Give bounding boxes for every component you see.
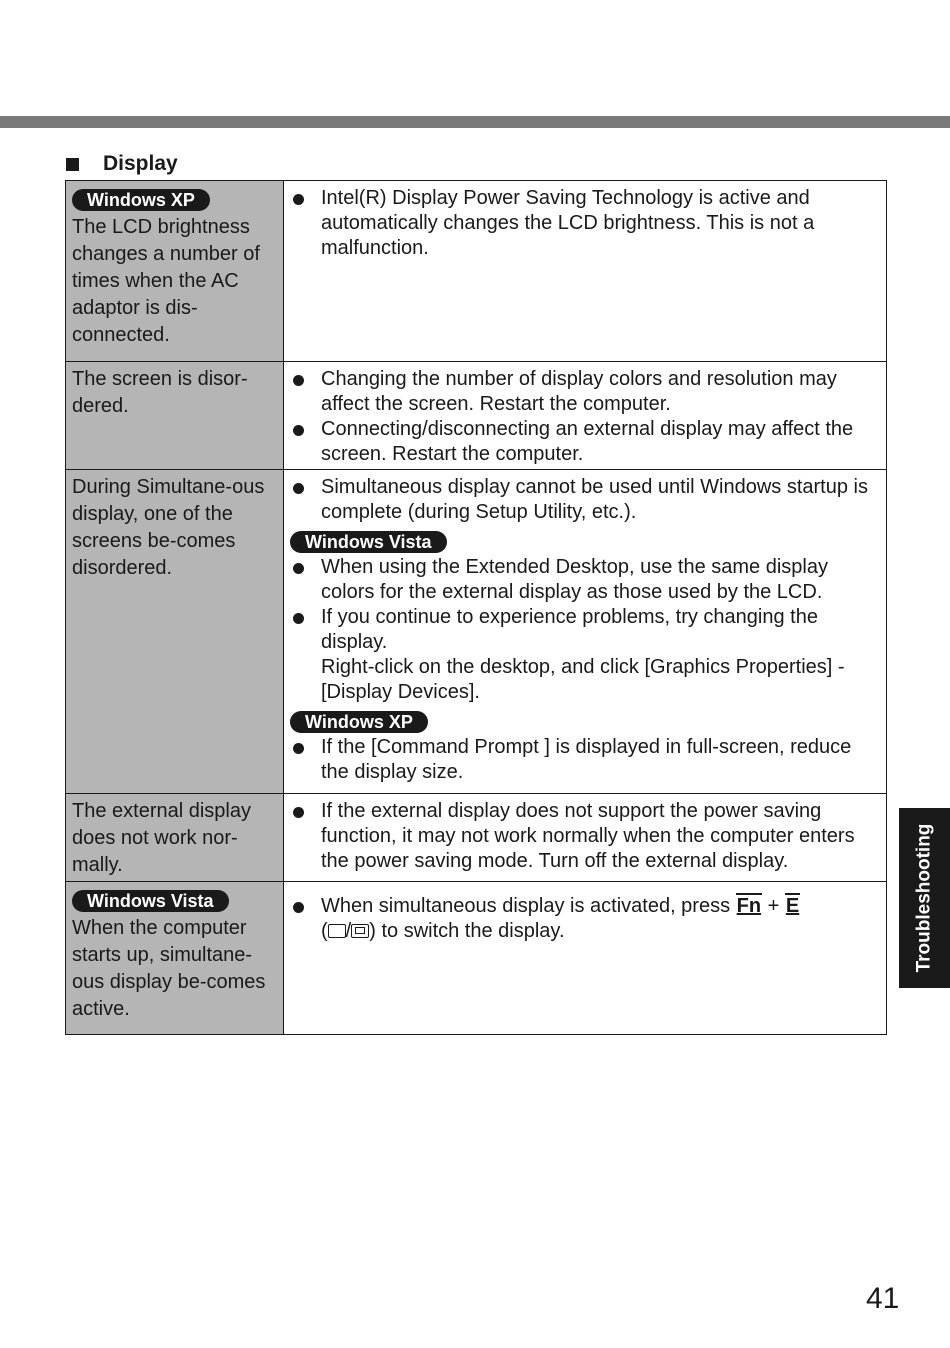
solution-item: Connecting/disconnecting an external display may affect the screen. Restart the computer. <box>290 417 878 467</box>
side-tab-label: Troubleshooting <box>913 823 935 973</box>
e-key: E <box>785 895 800 917</box>
single-display-icon <box>328 924 346 938</box>
paren-open: ( <box>321 920 328 942</box>
solution-item: Intel(R) Display Power Saving Technology is active and automatically changes the LCD brightness. This is not a malfunction. <box>290 186 878 261</box>
solution-item <box>290 605 878 705</box>
problem-cell <box>66 470 284 794</box>
solution-list <box>290 367 878 467</box>
solution-cell <box>284 794 887 882</box>
solution-item-text: ) to switch the display. <box>369 920 565 942</box>
os-badge: Windows XP <box>290 711 428 733</box>
solution-cell <box>284 882 887 1035</box>
square-bullet-icon <box>66 158 79 171</box>
slash: / <box>345 920 352 942</box>
section-heading <box>66 152 178 176</box>
os-badge: Windows XP <box>72 189 210 211</box>
solution-item: If the [Command Prompt ] is displayed in full-screen, reduce the display size. <box>290 735 878 785</box>
solution-cell <box>284 470 887 794</box>
solution-item: When using the Extended Desktop, use the same display colors for the external display as those used by the LCD. <box>290 555 878 605</box>
section-title: Display <box>103 152 178 175</box>
solution-item <box>290 894 878 944</box>
problem-text: The external display does not work nor-mally. <box>72 800 251 876</box>
table-row <box>66 794 887 882</box>
table-row <box>66 362 887 470</box>
solution-item: Changing the number of display colors and resolution may affect the screen. Restart the computer. <box>290 367 878 417</box>
problem-cell <box>66 362 284 470</box>
solution-list <box>290 555 878 705</box>
solution-item: If the external display does not support the power saving function, it may not work normally when the computer enters the power saving mode. Turn off the external display. <box>290 799 878 874</box>
solution-list <box>290 799 878 874</box>
solution-list <box>290 475 878 525</box>
table-row <box>66 181 887 362</box>
table-row <box>66 470 887 794</box>
solution-item-text: When simultaneous display is activated, press <box>321 895 731 917</box>
troubleshooting-table <box>65 180 887 1035</box>
solution-cell <box>284 181 887 362</box>
fn-key: Fn <box>736 895 762 917</box>
problem-text: During Simultane-ous display, one of the screens be-comes disordered. <box>72 476 265 579</box>
page-number: 41 <box>866 1282 900 1315</box>
problem-cell <box>66 794 284 882</box>
plus-sign: + <box>767 895 780 917</box>
solution-list <box>290 186 878 261</box>
solution-list <box>290 735 878 785</box>
problem-text: The LCD brightness changes a number of times when the AC adaptor is dis-connected. <box>72 216 260 346</box>
os-badge: Windows Vista <box>290 531 447 553</box>
solution-item: Simultaneous display cannot be used until Windows startup is complete (during Setup Utility, etc.). <box>290 475 878 525</box>
side-tab <box>899 808 950 988</box>
table-row <box>66 882 887 1035</box>
problem-cell <box>66 882 284 1035</box>
solution-item-extra: Right-click on the desktop, and click [Graphics Properties] - [Display Devices]. <box>321 656 845 703</box>
dual-display-icon <box>351 924 369 938</box>
problem-cell <box>66 181 284 362</box>
top-rule <box>0 116 950 128</box>
solution-cell <box>284 362 887 470</box>
problem-text: The screen is disor-dered. <box>72 368 248 417</box>
solution-list <box>290 894 878 944</box>
solution-item-text: If you continue to experience problems, try changing the display. <box>321 606 818 653</box>
os-badge: Windows Vista <box>72 890 229 912</box>
problem-text: When the computer starts up, simultane-ous display be-comes active. <box>72 917 266 1020</box>
